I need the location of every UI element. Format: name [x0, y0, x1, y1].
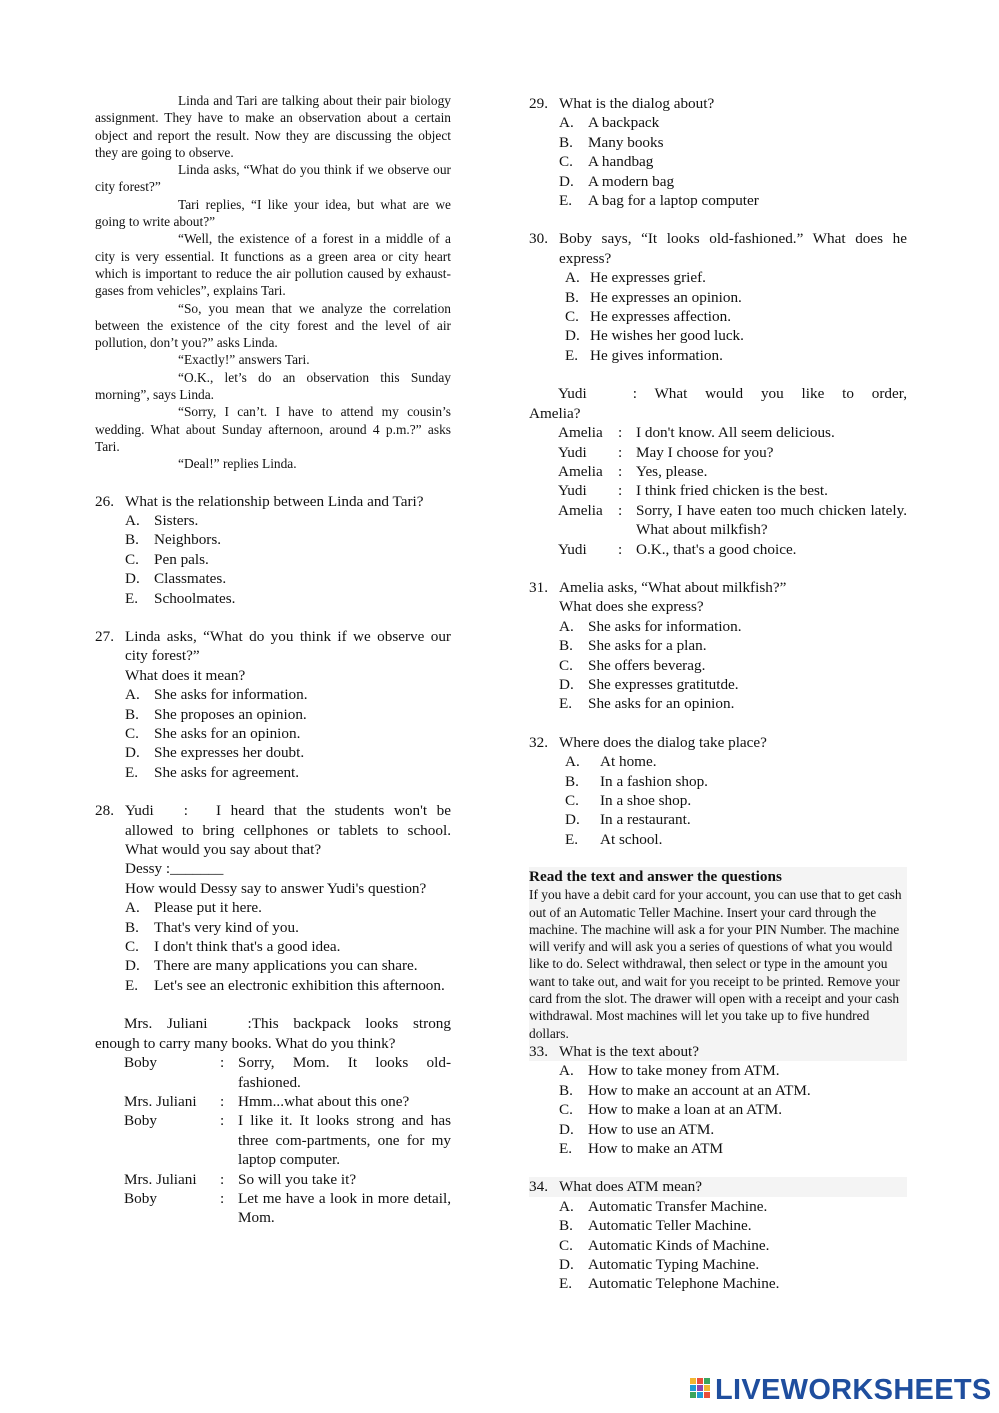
option-letter: B. [565, 772, 579, 790]
answer-option[interactable] [559, 1139, 907, 1158]
question-27 [95, 627, 451, 782]
option-text: How to make an ATM [588, 1139, 723, 1157]
answer-option[interactable] [125, 763, 451, 782]
option-list [529, 268, 907, 365]
option-text: Please put it here. [154, 899, 262, 917]
answer-option[interactable] [565, 830, 907, 849]
answer-option[interactable] [125, 550, 451, 569]
dialog-row [558, 501, 907, 540]
speaker-name: Boby [124, 1054, 157, 1072]
speaker-colon: : [618, 540, 623, 558]
question-text: Boby says, “It looks old-fashioned.” What does he express? [559, 230, 907, 267]
passage-paragraph: “So, you mean that we analyze the correlation between the existence of the city forest and the level of air pollution, don’t you?” asks Linda. [95, 300, 451, 351]
passage-paragraph: Linda and Tari are talking about their pair biology assignment. They have to make an observation about a certain object and report the result. Now they are discussing the object they are going to observe. [95, 93, 451, 160]
question-30 [529, 229, 907, 365]
question-text: What does ATM mean? [559, 1178, 702, 1196]
speaker-name: Mrs. Juliani [124, 1170, 197, 1188]
answer-option[interactable] [125, 705, 451, 724]
question-number: 32. [529, 733, 548, 751]
dialog-restaurant [529, 384, 907, 559]
answer-option[interactable] [565, 307, 907, 326]
answer-option[interactable] [559, 1081, 907, 1100]
question-text: What is the relationship between Linda and Tari? [125, 492, 424, 510]
option-text: She asks for a plan. [588, 637, 707, 655]
answer-option[interactable] [559, 1120, 907, 1139]
option-text: He expresses grief. [590, 269, 706, 287]
dialog-row [558, 423, 907, 442]
answer-option[interactable] [125, 569, 451, 588]
option-letter: C. [559, 1236, 573, 1254]
speaker-line: I like it. It looks strong and has three com-partments, one for my laptop computer. [238, 1112, 451, 1169]
option-letter: D. [559, 172, 574, 190]
dialog-row [124, 1189, 451, 1228]
option-letter: B. [125, 918, 139, 936]
option-letter: A. [125, 511, 140, 529]
speaker-colon: : [618, 482, 623, 500]
option-letter: D. [565, 811, 580, 829]
option-text: He expresses an opinion. [590, 288, 742, 306]
option-letter: E. [565, 346, 579, 364]
option-list [95, 511, 451, 608]
option-letter: A. [565, 753, 580, 771]
speaker-colon: : [220, 1170, 225, 1188]
speaker-colon: : [220, 1112, 225, 1130]
option-list [95, 685, 451, 782]
option-letter: E. [125, 763, 139, 781]
option-letter: A. [559, 1197, 574, 1215]
question-number: 28. [95, 802, 114, 820]
option-letter: D. [559, 675, 574, 693]
answer-option[interactable] [559, 133, 907, 152]
speaker-line: O.K., that's a good choice. [636, 540, 797, 558]
option-letter: E. [559, 192, 573, 210]
option-text: Automatic Teller Machine. [588, 1217, 752, 1235]
answer-option[interactable] [125, 589, 451, 608]
question-number: 26. [95, 492, 114, 510]
answer-blank[interactable]: Dessy :_______ [125, 860, 224, 878]
option-list [529, 113, 907, 210]
option-letter: C. [565, 308, 579, 326]
question-34 [529, 1177, 907, 1293]
option-letter: B. [559, 133, 573, 151]
option-letter: C. [125, 725, 139, 742]
option-letter: C. [559, 153, 573, 171]
speaker-name: Yudi [558, 540, 587, 558]
option-letter: B. [125, 705, 139, 723]
atm-passage: If you have a debit card for your account, you can use that to get cash out of an Automatic Teller Machine. Insert your card through the machine. The machine will ask a for your PIN Number. The machine will verify and will ask you a series of questions of what you would like to do. Select withdrawal, then select or type in the amount you want to take out, and wait for you receipt to be printed. Remove your card from the slot. The drawer will open with a receipt and your cash withdrawal. Most machines will let you take up to five hundred dollars. [529, 887, 902, 1041]
speaker-line: :This backpack looks strong enough to carry many books. What do you think? [95, 1015, 451, 1052]
question-text [125, 801, 451, 859]
option-letter: D. [559, 1120, 574, 1138]
answer-option[interactable] [559, 617, 907, 636]
passage-paragraph: “O.K., let’s do an observation this Sunday morning”, says Linda. [95, 369, 451, 403]
speaker-line: Yes, please. [636, 462, 708, 480]
option-text: Automatic Typing Machine. [588, 1255, 760, 1273]
answer-option[interactable] [559, 1100, 907, 1119]
speaker-name: Yudi [558, 385, 587, 403]
option-letter: E. [559, 1139, 573, 1157]
liveworksheets-logo[interactable] [690, 1374, 992, 1407]
speaker-colon: : [220, 1054, 225, 1072]
option-letter: D. [125, 957, 140, 975]
answer-option[interactable] [125, 724, 451, 743]
option-text: He gives information. [590, 346, 723, 364]
option-text: She asks for information. [588, 617, 742, 635]
dialog-row [124, 1170, 451, 1189]
option-text: That's very kind of you. [154, 918, 299, 936]
speaker-name: Boby [124, 1189, 157, 1207]
option-text: He wishes her good luck. [590, 327, 744, 345]
option-letter: A. [565, 269, 580, 287]
speaker-line: So will you take it? [238, 1170, 357, 1188]
question-subtext: How would Dessy say to answer Yudi's question? [125, 879, 427, 897]
option-text: In a fashion shop. [600, 772, 708, 790]
speaker-colon: : [618, 424, 623, 442]
answer-option[interactable] [565, 346, 907, 365]
speaker-name: Mrs. Juliani [124, 1015, 208, 1033]
option-text: At home. [600, 753, 657, 771]
option-letter: E. [559, 695, 573, 713]
option-text: There are many applications you can share. [154, 957, 418, 975]
question-33 [529, 1042, 907, 1158]
option-list [529, 1197, 907, 1294]
option-text: She proposes an opinion. [154, 705, 307, 723]
speaker-line: Let me have a look in more detail, Mom. [238, 1189, 451, 1227]
speaker-name: Mrs. Juliani [124, 1092, 197, 1110]
speaker-line: Hmm...what about this one? [238, 1092, 410, 1110]
answer-option[interactable] [125, 685, 451, 704]
answer-option[interactable] [559, 1061, 907, 1080]
dialog-backpack [95, 1014, 451, 1227]
option-text: How to make an account at an ATM. [588, 1081, 811, 1099]
option-letter: B. [559, 637, 573, 655]
answer-option[interactable] [125, 898, 451, 917]
answer-option[interactable] [559, 675, 907, 694]
option-letter: C. [565, 792, 579, 809]
speaker-colon: : [183, 802, 188, 820]
speaker-line: I heard that the students won't be allowed to bring cellphones or tablets to school. What would you say about that? [125, 802, 451, 859]
answer-option[interactable] [125, 956, 451, 975]
question-text: Where does the dialog take place? [559, 733, 767, 751]
option-text: She expresses her doubt. [154, 744, 305, 762]
option-letter: E. [125, 589, 139, 607]
dialog-row [558, 540, 907, 559]
option-text: Sisters. [154, 511, 199, 529]
question-28 [95, 801, 451, 995]
answer-option[interactable] [559, 694, 907, 713]
speaker-colon: : [618, 443, 623, 461]
speaker-name: Amelia [558, 501, 603, 519]
dialog-first-line [95, 1014, 451, 1053]
speaker-colon: : [220, 1092, 225, 1110]
answer-option[interactable] [559, 152, 907, 171]
answer-option[interactable] [559, 1274, 907, 1293]
option-letter: B. [559, 1217, 573, 1235]
answer-option[interactable] [559, 636, 907, 655]
left-column [95, 92, 451, 1228]
speaker-name: Yudi [558, 443, 587, 461]
option-text: She asks for an opinion. [588, 695, 735, 713]
answer-option[interactable] [559, 656, 907, 675]
question-number: 29. [529, 95, 548, 112]
dialog-first-line [529, 384, 907, 403]
liveworksheets-logo-icon [690, 1378, 712, 1404]
option-letter: A. [559, 1062, 574, 1080]
option-list [529, 752, 907, 849]
question-number: 33. [529, 1042, 548, 1060]
question-number: 30. [529, 230, 548, 248]
option-text: She asks for an opinion. [154, 725, 301, 742]
dialog-row [124, 1111, 451, 1169]
answer-option[interactable] [559, 1255, 907, 1274]
answer-option[interactable] [559, 191, 907, 210]
question-26 [95, 492, 451, 608]
answer-option[interactable] [559, 1216, 907, 1235]
option-text: How to take money from ATM. [588, 1062, 780, 1080]
option-text: Pen pals. [154, 550, 209, 568]
option-text: She expresses gratitutde. [588, 675, 739, 693]
speaker-line: I think fried chicken is the best. [636, 482, 828, 500]
section-title: Read the text and answer the questions [529, 868, 782, 886]
option-letter: A. [125, 899, 140, 917]
speaker-name: Amelia [558, 462, 603, 480]
question-number: 27. [95, 627, 114, 645]
option-letter: C. [125, 550, 139, 568]
option-letter: A. [559, 114, 574, 132]
question-number: 34. [529, 1178, 548, 1196]
question-text: What is the text about? [559, 1042, 700, 1060]
option-text: In a restaurant. [600, 811, 691, 829]
reading-passage [95, 92, 451, 473]
dialog-row [558, 481, 907, 500]
dialog-row [558, 462, 907, 481]
option-list [529, 617, 907, 714]
option-letter: D. [559, 1255, 574, 1273]
speaker-line: Sorry, I have eaten too much chicken lately. What about milkfish? [636, 501, 907, 539]
answer-option[interactable] [565, 268, 907, 287]
option-text: In a shoe shop. [600, 792, 692, 809]
question-text: What is the dialog about? [559, 95, 715, 112]
answer-option[interactable] [565, 752, 907, 771]
option-letter: D. [125, 744, 140, 762]
dialog-row [558, 443, 907, 462]
answer-option[interactable] [559, 1197, 907, 1216]
option-text: Classmates. [154, 570, 227, 588]
option-text: Automatic Transfer Machine. [588, 1197, 768, 1215]
passage-paragraph: Linda asks, “What do you think if we observe our city forest?” [95, 162, 451, 195]
option-letter: C. [559, 1101, 573, 1119]
answer-option[interactable] [125, 511, 451, 530]
answer-option[interactable] [559, 113, 907, 132]
option-text: A handbag [588, 153, 654, 171]
question-number: 31. [529, 578, 548, 596]
option-letter: B. [559, 1081, 573, 1099]
option-letter: E. [565, 830, 579, 848]
option-list [529, 1061, 907, 1158]
speaker-colon: : [220, 1189, 225, 1207]
passage-paragraph: Tari replies, “I like your idea, but what are we going to write about?” [95, 196, 451, 230]
option-letter: B. [125, 531, 139, 549]
question-text: Linda asks, “What do you think if we observe our city forest?” [125, 627, 451, 665]
speaker-colon: : [618, 462, 623, 480]
speaker-name: Boby [124, 1112, 157, 1130]
option-letter: E. [125, 976, 139, 994]
question-29 [529, 94, 907, 210]
speaker-line: May I choose for you? [636, 443, 774, 461]
passage-paragraph: “Sorry, I can’t. I have to attend my cousin’s wedding. What about Sunday afternoon, around 4 p.m.?” asks Tari. [95, 404, 451, 454]
answer-option[interactable] [565, 810, 907, 829]
speaker-name: Amelia [558, 424, 603, 442]
option-letter: A. [559, 617, 574, 635]
option-text: She asks for information. [154, 686, 308, 704]
option-text: He expresses affection. [590, 308, 731, 326]
question-text: Amelia asks, “What about milkfish?” [559, 578, 787, 596]
speaker-line: I don't know. All seem delicious. [636, 424, 835, 442]
option-text: At school. [600, 830, 663, 848]
answer-option[interactable] [565, 791, 907, 810]
option-letter: B. [565, 288, 579, 306]
answer-option[interactable] [125, 743, 451, 762]
option-text: She offers beverag. [588, 656, 706, 674]
answer-option[interactable] [125, 976, 451, 995]
speaker-name: Yudi [125, 802, 154, 820]
dialog-first-line-cont: Amelia? [529, 404, 581, 422]
option-letter: C. [559, 656, 573, 674]
right-column [529, 92, 907, 1294]
option-text: How to use an ATM. [588, 1120, 715, 1138]
option-letter: C. [125, 938, 139, 956]
option-text: Automatic Telephone Machine. [588, 1275, 780, 1293]
speaker-name: Yudi [558, 482, 587, 500]
answer-option[interactable] [125, 530, 451, 549]
answer-option[interactable] [125, 918, 451, 937]
option-text: I don't think that's a good idea. [154, 938, 341, 956]
answer-option[interactable] [565, 326, 907, 345]
question-32 [529, 733, 907, 849]
question-31 [529, 578, 907, 714]
option-text: Many books [588, 133, 664, 151]
option-letter: E. [559, 1275, 573, 1293]
option-text: A backpack [588, 114, 660, 132]
option-text: How to make a loan at an ATM. [588, 1101, 783, 1119]
answer-option[interactable] [565, 288, 907, 307]
answer-option[interactable] [559, 172, 907, 191]
logo-wordmark: LIVEWORKSHEETS [715, 1374, 992, 1406]
option-text: A modern bag [588, 172, 675, 190]
speaker-colon: : [618, 501, 623, 519]
option-text: She asks for agreement. [154, 763, 300, 781]
dialog-row [124, 1092, 451, 1111]
option-text: Neighbors. [154, 531, 222, 549]
answer-option[interactable] [559, 1236, 907, 1255]
option-text: Schoolmates. [154, 589, 236, 607]
answer-option[interactable] [125, 937, 451, 956]
option-text: A bag for a laptop computer [588, 192, 759, 210]
option-letter: A. [125, 686, 140, 704]
option-letter: D. [125, 570, 140, 588]
option-text: Automatic Kinds of Machine. [588, 1236, 770, 1254]
atm-reading-section [529, 867, 907, 1042]
speaker-line: Sorry, Mom. It looks old-fashioned. [238, 1054, 451, 1091]
question-subtext: What does she express? [559, 598, 704, 616]
option-text: Let's see an electronic exhibition this afternoon. [154, 976, 445, 994]
question-subtext: What does it mean? [125, 666, 246, 684]
speaker-line: : What would you like to order, [632, 385, 907, 403]
passage-paragraph: “Deal!” replies Linda. [178, 456, 297, 472]
answer-option[interactable] [565, 772, 907, 791]
dialog-row [124, 1053, 451, 1092]
option-letter: D. [565, 327, 580, 345]
passage-paragraph: “Well, the existence of a forest in a middle of a city is very essential. It functions as a green area or city heart which is important to reduce the air pollution caused by exhaust-gases from vehicles”, explains Tari. [95, 231, 451, 299]
passage-paragraph: “Exactly!” answers Tari. [178, 352, 310, 368]
option-list [95, 898, 451, 995]
